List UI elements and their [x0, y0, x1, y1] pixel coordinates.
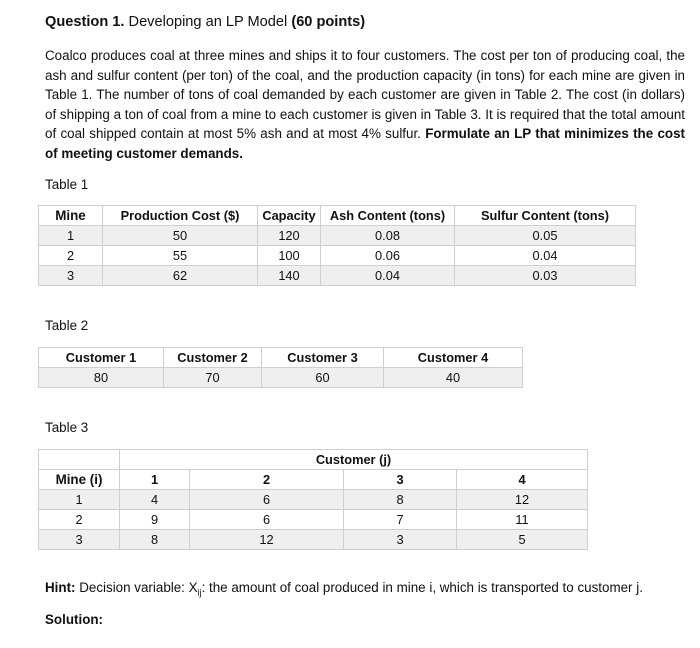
- table1-cell: 0.04: [455, 246, 636, 266]
- table1-cell: 0.05: [455, 226, 636, 246]
- table2-caption: Table 2: [45, 318, 89, 333]
- table3-row-header: Mine (i): [39, 470, 120, 490]
- table3-corner-cell: [39, 450, 120, 470]
- table3-cell: 2: [39, 510, 120, 530]
- question-points: (60 points): [291, 14, 366, 30]
- table3-group-header: Customer (j): [120, 450, 588, 470]
- table-row: [39, 226, 636, 246]
- table1-cell: 120: [258, 226, 321, 246]
- table1-cell: 0.06: [321, 246, 455, 266]
- table1-cell: 0.04: [321, 266, 455, 286]
- table2-cell: 60: [262, 368, 384, 388]
- table2-header-customer-1: Customer 1: [39, 348, 164, 368]
- table2-header-customer-2: Customer 2: [164, 348, 262, 368]
- problem-paragraph: [45, 46, 685, 164]
- table3-header-customer-3: 3: [344, 470, 457, 490]
- table3-cell: 5: [457, 530, 588, 550]
- table3-header-customer-2: 2: [190, 470, 344, 490]
- table3: [38, 449, 588, 550]
- table1-header-capacity: Capacity: [258, 206, 321, 226]
- table2-cell: 70: [164, 368, 262, 388]
- table3-header-row: [39, 470, 588, 490]
- table3-group-header-row: [39, 450, 588, 470]
- table1-header-sulfur: Sulfur Content (tons): [455, 206, 636, 226]
- hint-text-a: Decision variable: X: [75, 580, 198, 595]
- table1-cell: 0.03: [455, 266, 636, 286]
- table-row: [39, 266, 636, 286]
- table3-cell: 8: [344, 490, 457, 510]
- table-row: [39, 246, 636, 266]
- table3-cell: 12: [190, 530, 344, 550]
- table3-cell: 12: [457, 490, 588, 510]
- table3-cell: 6: [190, 490, 344, 510]
- table3-caption: Table 3: [45, 420, 89, 435]
- table-row: [39, 490, 588, 510]
- table1-cell: 55: [103, 246, 258, 266]
- table2: [38, 347, 523, 388]
- table1-cell: 100: [258, 246, 321, 266]
- table3-cell: 9: [120, 510, 190, 530]
- table1-cell: 50: [103, 226, 258, 246]
- hint-subscript: ij: [197, 587, 202, 598]
- table1-header-ash: Ash Content (tons): [321, 206, 455, 226]
- table2-cell: 40: [384, 368, 523, 388]
- table3-cell: 8: [120, 530, 190, 550]
- table3-cell: 7: [344, 510, 457, 530]
- table1-header-mine: Mine: [39, 206, 103, 226]
- table3-cell: 11: [457, 510, 588, 530]
- question-label: Question 1.: [45, 14, 125, 30]
- table2-header-customer-4: Customer 4: [384, 348, 523, 368]
- table1-cell: 2: [39, 246, 103, 266]
- table1-cell: 0.08: [321, 226, 455, 246]
- table1-cell: 140: [258, 266, 321, 286]
- question-title: Developing an LP Model: [124, 14, 292, 30]
- table3-header-customer-4: 4: [457, 470, 588, 490]
- table1-header-row: [39, 206, 636, 226]
- table3-header-customer-1: 1: [120, 470, 190, 490]
- table1-cell: 62: [103, 266, 258, 286]
- problem-text: Coalco produces coal at three mines and ships it to four customers. The cost per ton of producing coal, the ash and sulfur content (per ton) of the coal, and the production capacity (in tons) for each mine are given in Table 1. The number of tons of coal demanded by each customer are given in Table 2. The cost (in dollars) of shipping a ton of coal from a mine to each customer is given in Table 3. It is required that the total amount of coal shipped contain at most 5% ash and at most 4% sulfur.: [45, 48, 685, 142]
- table3-cell: 4: [120, 490, 190, 510]
- problem-instruction: Formulate an LP that minimizes the cost of meeting customer demands.: [45, 126, 685, 161]
- table3-cell: 3: [39, 530, 120, 550]
- table1-header-production-cost: Production Cost ($): [103, 206, 258, 226]
- table-row: [39, 368, 523, 388]
- table3-cell: 6: [190, 510, 344, 530]
- table1-caption: Table 1: [45, 177, 89, 192]
- hint-text-b: : the amount of coal produced in mine i, which is transported to customer j.: [201, 580, 643, 595]
- hint-line: [45, 580, 643, 598]
- table3-cell: 3: [344, 530, 457, 550]
- table1-cell: 1: [39, 226, 103, 246]
- table1-cell: 3: [39, 266, 103, 286]
- question-heading: [45, 14, 365, 30]
- table-row: [39, 530, 588, 550]
- table3-cell: 1: [39, 490, 120, 510]
- table1: [38, 205, 636, 286]
- table2-header-row: [39, 348, 523, 368]
- table-row: [39, 510, 588, 530]
- table2-cell: 80: [39, 368, 164, 388]
- table2-header-customer-3: Customer 3: [262, 348, 384, 368]
- hint-label: Hint:: [45, 580, 76, 595]
- solution-label: Solution:: [45, 612, 104, 627]
